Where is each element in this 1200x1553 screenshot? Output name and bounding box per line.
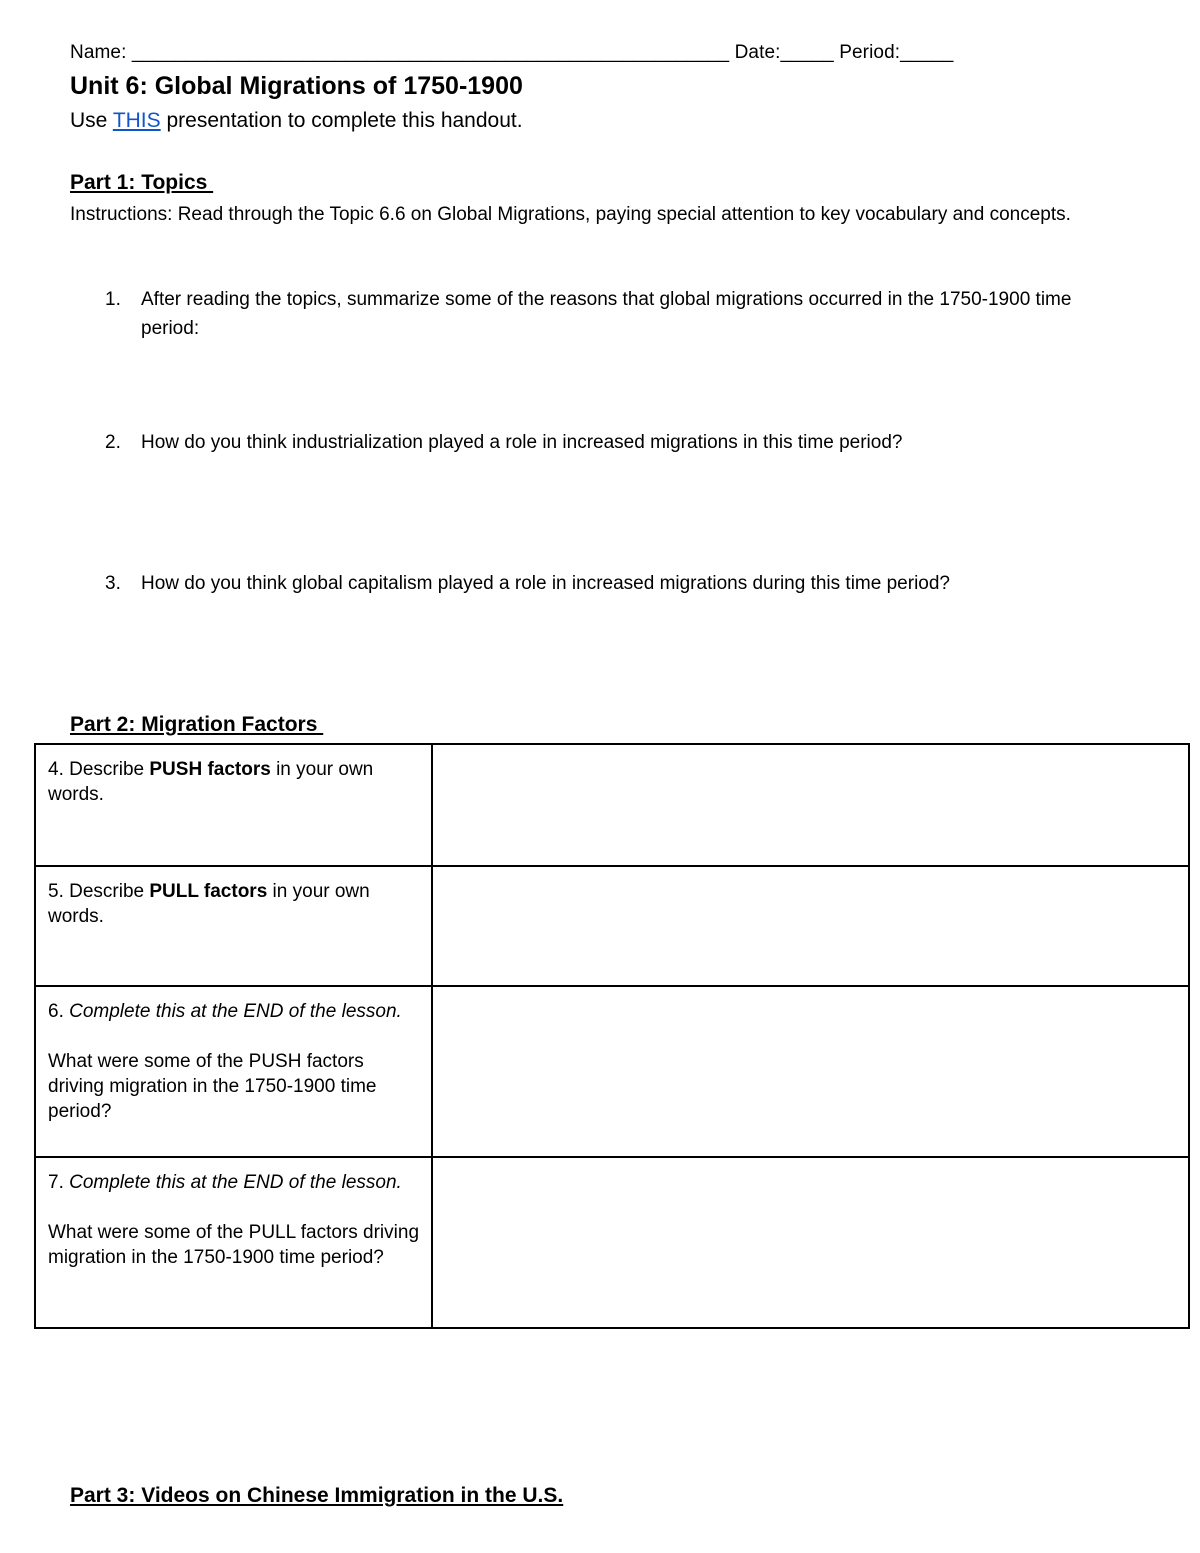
prompt-text: in your own words. <box>48 881 370 927</box>
question-1 <box>105 285 1115 343</box>
page-title: Unit 6: Global Migrations of 1750-1900 <box>70 72 523 100</box>
row-number: 6. <box>48 1001 70 1022</box>
migration-factors-table <box>34 743 1190 1329</box>
prompt-text: in your own words. <box>48 759 374 805</box>
prompt-question: What were some of the PUSH factors driving migration in the 1750-1900 time period? <box>48 1051 377 1122</box>
question-2 <box>105 428 1115 457</box>
table-row <box>35 744 1189 866</box>
prompt-instruction <box>48 1170 419 1195</box>
row-number: 7. <box>48 1172 70 1193</box>
prompt-text: Describe <box>69 759 150 780</box>
prompt-note: Complete this at the END of the lesson. <box>69 1172 402 1193</box>
table-row <box>35 986 1189 1157</box>
question-number: 3. <box>105 573 121 594</box>
question-text: How do you think industrialization played a role in increased migrations in this time period? <box>141 432 903 453</box>
date-label: Date: <box>729 42 781 63</box>
name-label: Name: <box>70 42 132 63</box>
pull-factors-answer[interactable] <box>432 866 1189 986</box>
row-number: 5. <box>48 881 70 902</box>
part2-heading: Part 2: Migration Factors <box>70 713 324 736</box>
question-3 <box>105 569 1115 598</box>
date-field[interactable]: _____ <box>780 42 834 63</box>
question-text: How do you think global capitalism played a role in increased migrations during this time period? <box>141 573 950 594</box>
prompt-keyword: PULL factors <box>149 881 268 902</box>
push-factors-prompt <box>35 744 432 866</box>
question-text: After reading the topics, summarize some of the reasons that global migrations occurred in the 1750-1900 time period: <box>141 289 1072 339</box>
question-number: 1. <box>105 289 121 310</box>
pull-factors-prompt <box>35 866 432 986</box>
prompt-instruction <box>48 999 419 1024</box>
part1-heading: Part 1: Topics <box>70 171 214 194</box>
question-number: 2. <box>105 432 121 453</box>
push-factors-answer[interactable] <box>432 744 1189 866</box>
part1-instructions: Instructions: Read through the Topic 6.6 on Global Migrations, paying special attention to key vocabulary and concepts. <box>70 204 1071 225</box>
period-label: Period: <box>833 42 901 63</box>
table-row <box>35 866 1189 986</box>
presentation-link[interactable]: THIS <box>112 109 161 132</box>
end-pull-factors-answer[interactable] <box>432 1157 1189 1328</box>
intro-line <box>70 109 523 133</box>
prompt-question: What were some of the PULL factors driving migration in the 1750-1900 time period? <box>48 1222 420 1268</box>
prompt-keyword: PUSH factors <box>149 759 271 780</box>
period-field[interactable]: _____ <box>900 42 954 63</box>
part3-heading: Part 3: Videos on Chinese Immigration in the U.S. <box>70 1484 564 1507</box>
row-number: 4. <box>48 759 70 780</box>
name-field[interactable]: ________________________________________________________ <box>131 42 730 63</box>
prompt-note: Complete this at the END of the lesson. <box>69 1001 402 1022</box>
end-pull-factors-prompt <box>35 1157 432 1328</box>
table-row <box>35 1157 1189 1328</box>
student-info-line <box>70 42 953 64</box>
end-push-factors-answer[interactable] <box>432 986 1189 1157</box>
prompt-text: Describe <box>69 881 150 902</box>
end-push-factors-prompt <box>35 986 432 1157</box>
intro-suffix: presentation to complete this handout. <box>160 109 523 132</box>
intro-prefix: Use <box>70 109 113 132</box>
